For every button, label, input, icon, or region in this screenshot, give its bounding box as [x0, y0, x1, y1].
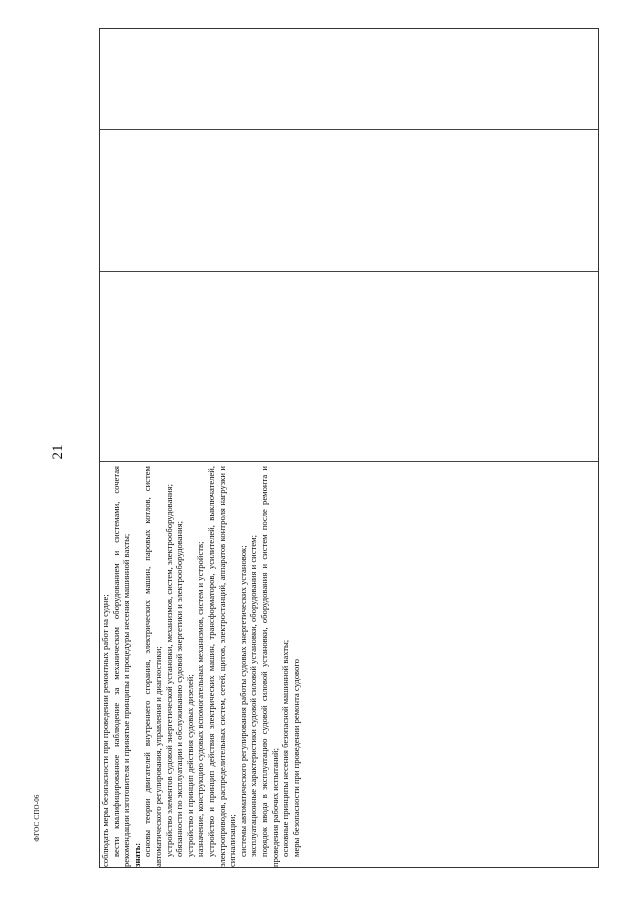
column-divider [100, 271, 598, 272]
paragraph: меры безопасности при проведении ремонта судового [290, 659, 301, 857]
paragraph: вести квалифицированное наблюдение за механическим оборудованием и системами, сочетая рекомендации изготовителя и принятые принципы и процедуры несения машинной вахты; [110, 466, 132, 867]
paragraph: устройство элементов судовой энергетической установки, механизмов, систем, электрооборудования; [163, 484, 174, 857]
footer-code: ФГОС СПО-06 [33, 794, 41, 842]
paragraph: устройство и принцип действия электрических машин, трансформаторов, усилителей, выключателей, электроприводов, распределительных систем, сетей, щитов, электростанций, аппаратов контроля нагрузки и сигнализации; [205, 466, 238, 867]
paragraph: назначение, конструкцию судовых вспомогательных механизмов, систем и устройств; [195, 541, 206, 857]
paragraph: основы теории двигателей внутреннего сгорания, электрических машин, паровых котлов, систем автоматического регулирования, управления и диагностики; [142, 466, 163, 867]
column-divider [100, 129, 598, 130]
section-heading: знать: [131, 842, 142, 867]
paragraph: порядок ввода в эксплуатацию судовой силовой установки, оборудования и систем после ремонта и проведения рабочих испытаний; [258, 466, 280, 867]
paragraph: устройство и принцип действия судовых дизелей; [184, 674, 195, 857]
page-number: 21 [50, 444, 66, 460]
paragraph: соблюдать меры безопасности при проведении ремонтных работ на судне; [100, 594, 110, 867]
competency-text-cell [100, 464, 301, 869]
paragraph: обязанности по эксплуатации и обслуживанию судовой энергетики и электрооборудования; [174, 520, 185, 857]
paragraph: системы автоматического регулирования работы судовых энергетических установок; [237, 545, 248, 857]
paragraph: эксплуатационные характеристики судовой силовой установки, оборудования и систем; [248, 535, 259, 857]
column-divider [100, 461, 598, 462]
paragraph: основные принципы несения безопасной машинной вахты; [280, 639, 291, 857]
